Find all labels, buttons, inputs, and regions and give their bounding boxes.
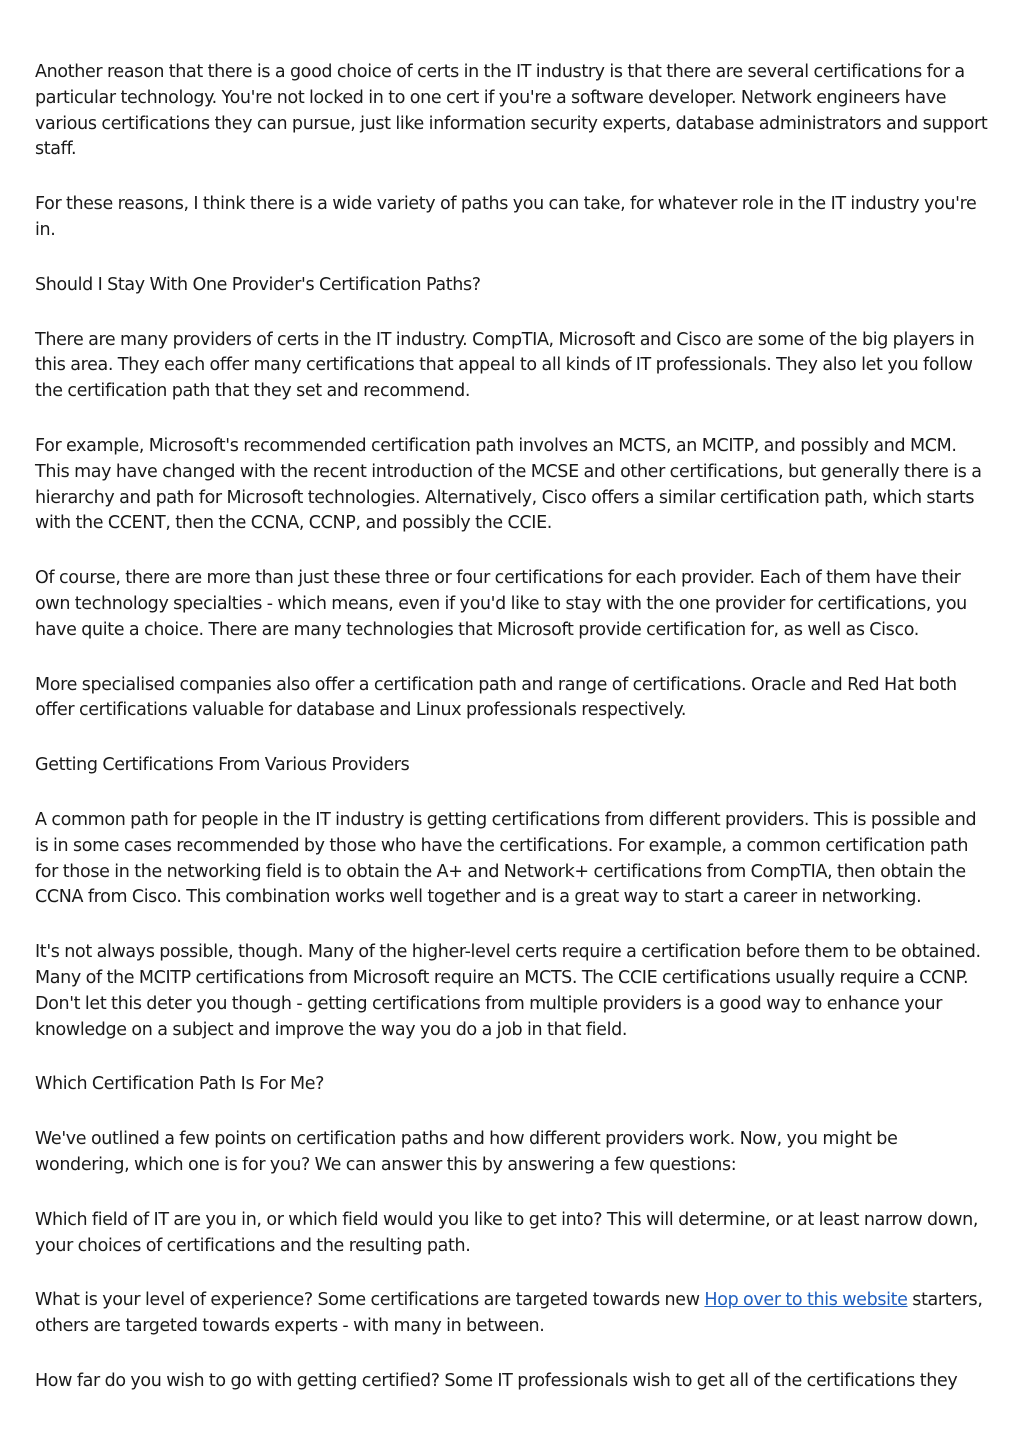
document-body xyxy=(35,60,991,1424)
paragraph-4: For example, Microsoft's recommended certification path involves an MCTS, an MCITP, and possibly and MCM. This may have changed with the recent introduction of the MCSE and other certifications, but generally there is a hierarchy and path for Microsoft technologies. Alternatively, Cisco offers a similar certification path, which starts with the CCENT, then the CCNA, CCNP, and possibly the CCIE. xyxy=(35,435,982,534)
paragraph-1: Another reason that there is a good choice of certs in the IT industry is that there are several certifications for a particular technology. You're not locked in to one cert if you're a software developer. Network engineers have various certifications they can pursue, just like information security experts, database administrators and support staff. xyxy=(35,62,988,160)
paragraph-10: Which field of IT are you in, or which field would you like to get into? This will determine, or at least narrow down, your choices of certifications and the resulting path. xyxy=(35,1209,979,1256)
link-paragraph-after: starters, others are targeted towards experts - with many in between. xyxy=(35,1290,983,1337)
paragraph-9: We've outlined a few points on certification paths and how different providers work. Now, you might be wondering, which one is for you? We can answer this by answering a few questions: xyxy=(35,1129,898,1175)
paragraph-6: More specialised companies also offer a certification path and range of certifications. Oracle and Red Hat both offer certifications valuable for database and Linux professionals respectively. xyxy=(35,674,957,721)
section-heading-provider-paths: Should I Stay With One Provider's Certification Paths? xyxy=(35,274,481,295)
paragraph-12: How far do you wish to go with getting certified? Some IT professionals wish to get all of the certifications they xyxy=(35,1370,958,1391)
paragraph-5: Of course, there are more than just these three or four certifications for each provider. Each of them have their own technology specialties - which means, even if you'd like to stay with the one provider for certifications, you have quite a choice. There are many technologies that Microsoft provide certification for, as well as Cisco. xyxy=(35,568,967,640)
link-paragraph-before: What is your level of experience? Some certifications are targeted towards new xyxy=(35,1290,705,1311)
section-heading-which-path: Which Certification Path Is For Me? xyxy=(35,1074,325,1095)
paragraph-8: It's not always possible, though. Many of the higher-level certs require a certification before them to be obtained. Many of the MCITP certifications from Microsoft require an MCTS. The CCIE certifications usually require a CCNP. Don't let this deter you though - getting certifications from multiple providers is a good way to enhance your knowledge on a subject and improve the way you do a job in that field. xyxy=(35,942,981,1040)
paragraph-2: For these reasons, I think there is a wide variety of paths you can take, for whatever role in the IT industry you're in. xyxy=(35,194,977,240)
website-link[interactable]: Hop over to this website xyxy=(704,1290,908,1311)
paragraph-7: A common path for people in the IT industry is getting certifications from different providers. This is possible and is in some cases recommended by those who have the certifications. For example, a common certification path for those in the networking field is to obtain the A+ and Network+ certifications from CompTIA, then obtain the CCNA from Cisco. This combination works well together and is a great way to start a career in networking. xyxy=(35,809,977,908)
paragraph-3: There are many providers of certs in the IT industry. CompTIA, Microsoft and Cisco are some of the big players in this area. They each offer many certifications that appeal to all kinds of IT professionals. They also let you follow the certification path that they set and recommend. xyxy=(35,329,975,402)
section-heading-various-providers: Getting Certifications From Various Providers xyxy=(35,755,410,776)
paragraph-11-with-link xyxy=(35,1288,991,1340)
